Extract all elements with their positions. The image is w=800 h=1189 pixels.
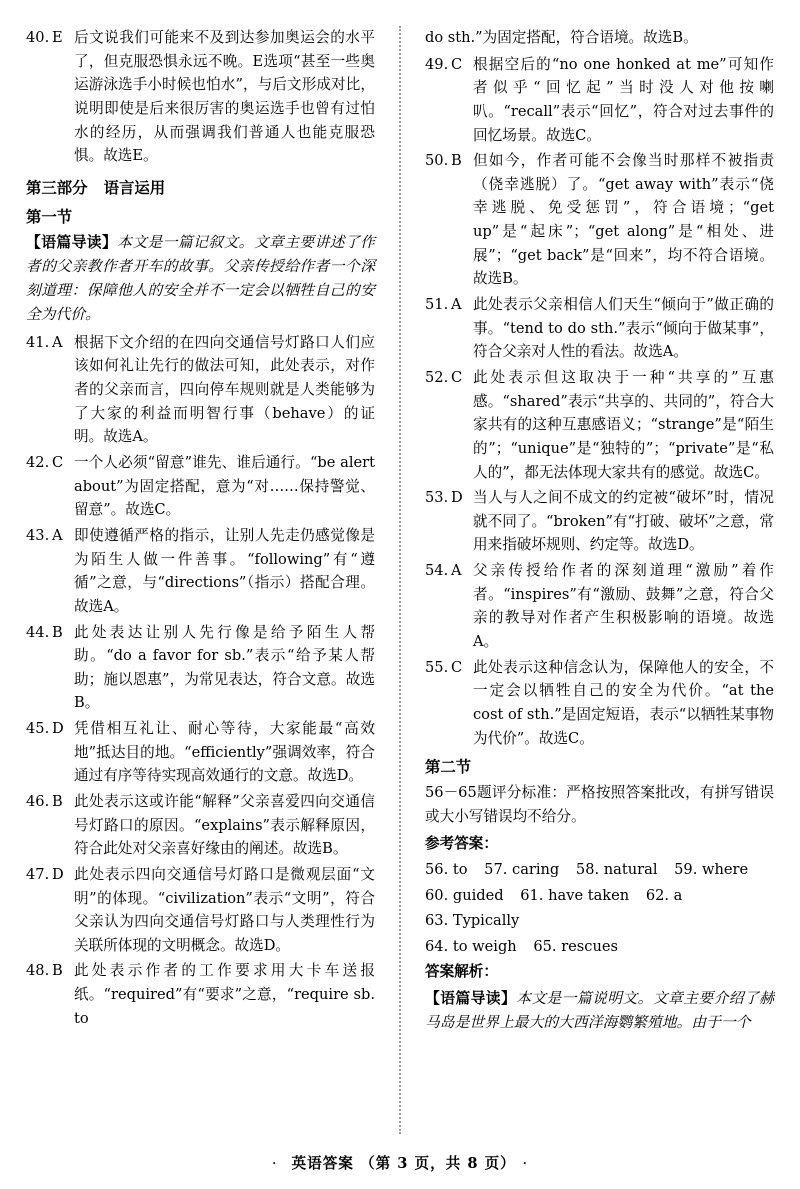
item-number: 49. — [425, 55, 449, 73]
item-answer: D — [52, 865, 64, 883]
answer-number: 62. — [645, 886, 670, 904]
right-column — [409, 26, 774, 1136]
answer-key-row — [425, 884, 774, 934]
item-text: 一个人必须“留意”谁先、谁后通行。“be alert about”为固定搭配，意为“对……保持警觉、留意”。故选C。 — [74, 454, 375, 519]
answer-word: guided — [452, 886, 504, 904]
section-heading — [26, 177, 375, 200]
passage-guide — [26, 231, 375, 327]
answer-number: 60. — [425, 886, 449, 904]
answer-number: 59. — [674, 861, 698, 879]
item-answer: E — [52, 29, 63, 46]
section-heading-sub: 语言运用 — [103, 178, 166, 197]
item-answer: A — [451, 296, 462, 314]
item-text: 根据下文介绍的在四向交通信号灯路口人们应该如何礼让先行的做法可知，此处表示，对作者的父亲而言，四向停车规则就是人类能够为了大家的利益而明智行事（behave）的证明。故选A。 — [74, 333, 375, 446]
answer-word: rescues — [561, 937, 618, 955]
explanation-item — [26, 621, 375, 716]
answer-word: natural — [603, 861, 658, 879]
item-number: 43. — [26, 526, 50, 544]
answer-key-label: 参考答案： — [425, 834, 498, 852]
section-heading-label: 第三部分 — [26, 178, 88, 197]
item-number: 47. — [26, 865, 50, 883]
explanation-item — [26, 863, 375, 958]
part-heading: 第二节 — [425, 758, 472, 777]
item-number: 54. — [425, 562, 449, 580]
item-text: 根据空后的“no one honked at me”可知作者似乎“回忆起”当时没人对他按喇叭。“recall”表示“回忆”，符合对过去事件的回忆场景。故选C。 — [473, 55, 774, 144]
item-text: 此处表示这或许能“解释”父亲喜爱四向交通信号灯路口的原因。“explains”表示解释原因，符合此处对父亲喜好缘由的阐述。故选B。 — [74, 793, 375, 858]
item-answer: C — [451, 368, 463, 386]
answer-entry — [533, 935, 618, 960]
item-number: 42. — [26, 454, 50, 472]
passage-guide-text: 本文是一篇记叙文。文章主要讲述了作者的父亲教作者开车的故事。父亲传授给作者一个深刻道理：保障他人的安全并不一定会以牺牲自己的安全为代价。 — [26, 233, 375, 323]
answer-word: Typically — [452, 911, 520, 929]
answer-entry — [425, 909, 519, 934]
item-answer: A — [451, 562, 462, 580]
explanation-item — [425, 486, 774, 557]
item-number: 46. — [26, 793, 50, 810]
analysis-label: 答案解析： — [425, 963, 498, 981]
explanation-item — [425, 366, 774, 484]
item-answer: C — [451, 55, 463, 73]
answer-number: 61. — [520, 886, 544, 904]
item-answer: B — [451, 152, 462, 170]
passage-guide — [425, 987, 774, 1035]
answer-key-row — [425, 935, 774, 960]
answer-number: 56. — [425, 861, 449, 879]
item-number: 55. — [425, 658, 449, 676]
answer-word: where — [702, 861, 749, 879]
answer-key-row — [425, 858, 774, 883]
footer-text: 英语答案 （第 3 页，共 8 页） — [291, 1155, 509, 1172]
item-number: 52. — [425, 368, 449, 386]
passage-guide-label: 【语篇导读】 — [26, 233, 118, 251]
answer-word: to weigh — [452, 937, 517, 955]
scoring-note: 56－65题评分标准：严格按照答案批改，有拼写错误或大小写错误均不给分。 — [425, 784, 774, 825]
item-number: 48. — [26, 962, 50, 980]
two-column-layout — [26, 26, 774, 1136]
item-text: 但如今，作者可能不会像当时那样不被指责（侥幸逃脱）了。“get away with”表示“侥幸逃脱、免受惩罚”，符合语境；“get up”是“起床”；“get along”是“相处、进展”；“get back”是“回来”，均不符合语境。故选B。 — [473, 152, 774, 288]
item-text: 此处表示但这取决于一种“共享的”互惠感。“shared”表示“共享的、共同的”，符合大家共有的这种互惠感语义；“strange”是“陌生的”；“unique”是“独特的”；“private”是“私人的”，都无法体现大家共有的感觉。故选C。 — [473, 368, 774, 481]
answer-number: 64. — [425, 937, 449, 955]
explanation-item — [26, 331, 375, 449]
explanation-item — [425, 559, 774, 654]
answer-entry — [425, 935, 517, 960]
item-number: 50. — [425, 152, 449, 170]
passage-guide-label: 【语篇导读】 — [425, 989, 517, 1007]
item-number: 40. — [26, 29, 50, 46]
item-text: 即使遵循严格的指示，让别人先走仍感觉像是为陌生人做一件善事。“following”有“遵循”之意，与“directions”（指示）搭配合理。故选A。 — [74, 526, 375, 615]
item-answer: B — [52, 623, 63, 641]
explanation-item — [26, 26, 375, 168]
page-footer — [0, 1152, 800, 1173]
part-heading: 第一节 — [26, 207, 73, 226]
item-text: 此处表示这种信念认为，保障他人的安全，不一定会以牺牲自己的安全为代价。“at the cost of sth.”是固定短语，表示“以牺牲某事物为代价”。故选C。 — [473, 658, 774, 747]
explanation-item — [26, 717, 375, 788]
continuation-text: do sth.”为固定搭配，符合语境。故选B。 — [425, 29, 698, 46]
answer-word: caring — [512, 861, 560, 879]
item-answer: C — [52, 454, 64, 472]
item-number: 53. — [425, 489, 449, 507]
item-text: 此处表示四向交通信号灯路口是微观层面“文明”的体现。“civilization”表示“文明”，符合父亲认为四向交通信号灯路口与人类理性行为关联所体现的文明概念。故选D。 — [74, 865, 375, 954]
item-number: 45. — [26, 720, 50, 738]
answer-entry — [674, 858, 748, 883]
item-answer: B — [52, 962, 63, 980]
answer-number: 58. — [575, 861, 600, 879]
explanation-item — [425, 149, 774, 291]
item-text: 后文说我们可能来不及到达参加奥运会的水平了，但克服恐惧永远不晚。E选项“甚至一些奥运游泳选手小时候也怕水”，与后文形成对比，说明即使是后来很厉害的奥运选手也曾有过怕水的经历，从而强调我们普通人也能克服恐惧。故选E。 — [74, 29, 375, 165]
item-number: 51. — [425, 296, 449, 314]
item-text: 当人与人之间不成文的约定被“破坏”时，情况就不同了。“broken”有“打破、破坏”之意，常用来指破坏规则、约定等。故选D。 — [473, 489, 774, 554]
footer-dot-right: · — [522, 1155, 529, 1172]
item-answer: B — [52, 793, 63, 810]
passage-guide-text: 本文是一篇说明文。文章主要介绍了赫马岛是世界上最大的大西洋海鹦繁殖地。由于一个 — [425, 989, 774, 1031]
explanation-item — [26, 524, 375, 619]
answer-number: 57. — [484, 861, 508, 879]
explanation-item — [425, 656, 774, 751]
answer-number: 65. — [533, 937, 557, 955]
item-text: 此处表示作者的工作要求用大卡车送报纸。“required”有“要求”之意，“require sb. to — [74, 962, 375, 1027]
explanation-item — [425, 53, 774, 148]
item-answer: D — [52, 720, 64, 738]
item-text: 此处表示父亲相信人们天生“倾向于”做正确的事。“tend to do sth.”表示“倾向于做某事”，符合父亲对人性的看法。故选A。 — [473, 296, 774, 361]
item-answer: A — [52, 526, 63, 544]
explanation-item — [26, 451, 375, 522]
item-answer: C — [451, 658, 463, 676]
explanation-item — [26, 959, 375, 1030]
item-answer: D — [451, 489, 463, 507]
item-text: 凭借相互礼让、耐心等待，大家能最“高效地”抵达目的地。“efficiently”强调效率，符合通过有序等待实现高效通行的文意。故选D。 — [74, 720, 375, 785]
footer-dot-left: · — [271, 1155, 278, 1172]
answer-entry — [646, 884, 683, 909]
answer-entry — [425, 884, 504, 909]
answer-word: a — [673, 886, 683, 904]
item-text: 父亲传授给作者的深刻道理“激励”着作者。“inspires”有“激励、鼓舞”之意，符合父亲的教导对作者产生积极影响的语境。故选A。 — [473, 562, 774, 651]
item-answer: A — [52, 333, 63, 351]
explanation-item — [425, 293, 774, 364]
answer-entry — [484, 858, 559, 883]
item-text: 此处表达让别人先行像是给予陌生人帮助。“do a favor for sb.”表示“给予某人帮助；施以恩惠”，为常见表达，符合文意。故选B。 — [74, 623, 375, 712]
item-number: 41. — [26, 333, 50, 351]
answer-entry — [576, 858, 658, 883]
answer-entry — [520, 884, 629, 909]
answer-word: to — [452, 861, 468, 879]
left-column — [26, 26, 391, 1136]
answer-number: 63. — [425, 911, 449, 929]
answer-entry — [425, 858, 468, 883]
answer-word: have taken — [548, 886, 630, 904]
explanation-item — [26, 790, 375, 861]
item-number: 44. — [26, 623, 50, 641]
column-divider — [399, 26, 401, 1134]
